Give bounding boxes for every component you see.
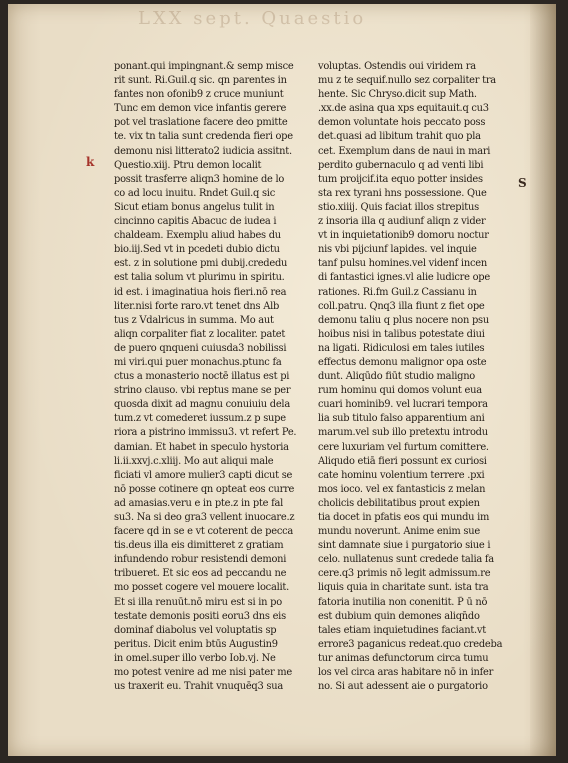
text-line: mi viri.qui puer monachus.ptunc fa [114,356,282,368]
text-line: us traxerit eu. Trahit vnuquēq3 sua [114,681,283,693]
text-line: de puero qnqueni cuiusda3 nobilissi [114,342,287,354]
text-line: cet. Exemplum dans de naui in mari [318,145,491,157]
text-line: te. vix tn talia sunt credenda fieri ope [114,131,293,143]
text-line: demonu taliu q plus nocere non psu [318,314,489,326]
text-line: ficiati vl amore mulier3 capti dicut se [114,469,293,481]
text-line: est dubium quin demones aliqn̄do [318,610,480,622]
text-line: effectus demonu malignor opa oste [318,356,487,368]
text-line: infundendo robur resistendi demoni [114,554,287,566]
text-line: z insoria illa q audiunf aliqn z vider [318,216,486,228]
text-line: peritus. Dicit enim btūs Augustin9 [114,638,278,650]
text-line: na ligati. Ridiculosi em tales iutiles [318,342,485,354]
text-line: voluptas. Ostendis oui viridem ra [318,61,476,72]
margin-mark-right: S [518,176,527,190]
text-line: riora a pistrino immissu3. vt refert Pe. [114,427,297,439]
text-line: tum.z vt comederet iussum.z p supe [114,413,286,425]
text-line: celo. nullatenus sunt credede talia fa [318,554,494,566]
text-line: rum hominu qui domos volunt eua [318,385,482,397]
text-line: tus z Vdalricus in summa. Mo aut [114,314,274,326]
text-line: li.ii.xxvj.c.xliij. Mo aut aliqui male [114,455,274,467]
text-line: hoibus nisi in talibus potestate diui [318,328,485,340]
text-line: fatoria inutilia non conenitit. P̄ ū nō [318,596,488,608]
text-line: nis vbi pijciunf lapides. vel inquie [318,244,477,256]
text-line: Questio.xiij. Ptru demon localit [114,159,262,171]
text-line: damian. Et habet in speculo hystoria [114,441,289,453]
text-line: quosda dixit ad magnu conuiuiu dela [114,399,290,411]
text-line: tales etiam inquietudines faciant.vt [318,624,486,636]
text-line: nō posse cotinere qn opteat eos curre [114,483,295,495]
text-line: perdito gubernaculo q ad venti libi [318,159,484,171]
text-line: di fantastici ignes.vl alie ludicre ope [318,272,490,284]
text-line: bio.iij.Sed vt in pcedeti dubio dictu [114,244,280,256]
text-line: co ad locu inuitu. Rndet Guil.q sic [114,187,275,199]
text-line: cuari hominib9. vel lucrari tempora [318,399,488,411]
text-line: demonu nisi litterato2 iudicia assitnt. [114,145,292,157]
text-line: tribueret. Et sic eos ad peccandu ne [114,568,287,580]
text-line: los vel circa aras habitare nō in infer [318,667,494,679]
text-line: liquis quia in charitate sunt. ista tra [318,582,489,594]
text-line: su3. Na si deo gra3 vellent inuocare.z [114,512,295,523]
text-line: in omel.super illo verbo Iob.vj. Ne [114,652,276,664]
text-column-right [318,60,514,694]
text-line: cere.q3 primis nō legit admissum.re [318,568,491,580]
text-line: coll.patru. Qnq3 illa fiunt z fiet ope [318,300,485,312]
text-line: demon voluntate hois peccato poss [318,117,486,129]
text-line: possit trasferre aliqn3 homine de lo [114,173,285,185]
page-gutter-shadow [530,4,556,756]
text-line: facere qd in se e vt coterent de pecca [114,526,294,538]
text-line: mo posset cogere vel mouere localit. [114,582,290,594]
text-line: stio.xiiij. Quis faciat illos strepitus [318,201,479,213]
text-line: hente. Sic Chryso.dicit sup Math. [318,89,477,101]
running-head: LXX sept. Quaestio [138,8,367,29]
text-line: fantes non ofonib9 z cruce muniunt [114,89,284,101]
text-line: id est. i imaginatiua hois fieri.nō rea [114,286,287,298]
text-line: tis.deus illa eis dimitteret z gratiam [114,540,284,552]
text-line: ad amasias.veru e in pte.z in pte fal [114,497,284,509]
text-line: tia docet in pfatis eos qui mundu im [318,512,490,523]
text-line: sta rex tyrani hns possessione. Que [318,187,487,199]
text-line: mundu noverunt. Anime enim sue [318,526,480,538]
text-line: dunt. Aliqūdo fiūt studio maligno [318,371,476,383]
text-line: det.quasi ad libitum trahit quo pla [318,131,481,143]
text-line: rationes. Ri.fm Guil.z Cassianu in [318,286,477,298]
text-line: cincinno capitis Abacuc de iudea i [114,216,277,228]
text-line: liter.nisi forte raro.vt tenet dns Alb [114,300,280,312]
text-line: cate hominu volentium terrere .pxi [318,469,485,481]
text-line: no. Si aut adessent aie o purgatorio [318,681,488,693]
text-line: dominaf diabolus vel voluptatis sp [114,624,277,636]
text-line: tum proijcif.ita equo potter insides [318,173,483,185]
text-line: tanf pulsu homines.vel videnf incen [318,258,487,270]
text-line: Tunc em demon vice infantis gerere [114,103,287,115]
text-line: est talia solum vt plurimu in spiritu. [114,272,285,284]
text-line: aliqn corpaliter fiat z localiter. patet [114,328,286,340]
text-line: ponant.qui impingnant.& semp misce [114,61,294,72]
text-line: pot vel traslatione facere deo pmitte [114,117,288,129]
text-line: est. z in solutione pmi dubij.crededu [114,258,288,270]
text-column-left [114,60,310,694]
text-line: marum.vel sub illo pretextu introdu [318,427,488,439]
text-line: chaldeam. Exemplu aliud habes du [114,230,281,242]
text-line: mu z te sequif.nullo sez corpaliter tra [318,75,496,87]
text-line: cere luxuriam vel furtum comittere. [318,441,489,453]
text-line: sint damnate siue i purgatorio siue i [318,540,491,552]
text-line: .xx.de asina qua xps equitauit.q cu3 [318,103,489,115]
text-line: strino clauso. vbi reptus mane se per [114,385,291,397]
text-line: Et si illa renuūt.nō miru est si in po [114,596,282,608]
text-line: testate demonis positi eoru3 dns eis [114,610,286,622]
text-line: vt in inquietationib9 domoru noctur [318,230,489,242]
text-line: mo potest venire ad me nisi pater me [114,667,293,679]
text-line: cholicis debilitatibus prout expien [318,497,480,509]
text-line: errore3 paganicus redeat.quo credeba [318,638,503,650]
text-line: lia sub titulo falso apparentium ani [318,413,485,425]
text-line: rit sunt. Ri.Guil.q sic. qn parentes in [114,75,287,87]
text-line: Sicut etiam bonus angelus tulit in [114,201,275,213]
parchment-page [8,4,556,756]
text-line: Aliqudo etiā fieri possunt ex curiosi [318,455,487,467]
text-line: mos ioco. vel ex fantasticis z melan [318,483,486,495]
margin-mark-left: k [86,155,95,169]
text-line: tur animas defunctorum circa tumu [318,652,489,664]
text-line: ctus a monasterio noctē illatus est pi [114,371,290,383]
